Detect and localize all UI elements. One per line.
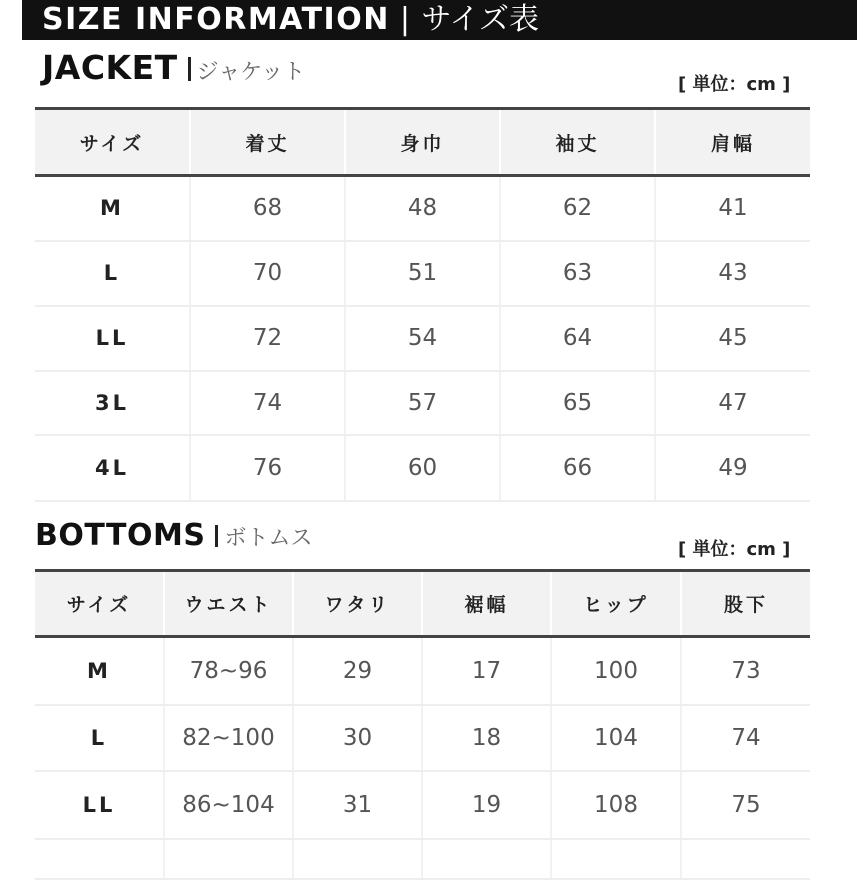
table-cell: 31 [293,771,422,839]
jacket-title: JACKET [42,48,178,87]
table-cell-empty [293,839,422,879]
jacket-header-cell: 肩幅 [655,109,810,176]
size-label-cell: 4L [35,435,190,501]
table-cell: 82~100 [164,705,293,771]
bottoms-header-cell: 股下 [681,571,810,637]
table-cell: 41 [655,176,810,241]
jacket-subtitle: ジャケット [196,60,306,85]
table-row [35,637,810,705]
table-cell-empty [551,839,681,879]
table-cell: 74 [190,371,345,435]
table-cell: 86~104 [164,771,293,839]
size-label-cell: 3L [35,371,190,435]
table-cell: 19 [422,771,551,839]
table-cell: 47 [655,371,810,435]
jacket-header-cell: サイズ [35,109,190,176]
table-cell: 29 [293,637,422,705]
bottoms-title-bar [215,525,218,547]
table-row [35,435,810,501]
table-cell: 43 [655,241,810,306]
bottoms-subtitle: ボトムス [224,526,313,551]
table-cell: 100 [551,637,681,705]
bottoms-header-cell: 裾幅 [422,571,551,637]
table-cell: 60 [345,435,500,501]
table-cell: 68 [190,176,345,241]
jacket-title-bar [188,57,191,81]
table-cell: 73 [681,637,810,705]
table-cell: 76 [190,435,345,501]
bottoms-size-table [35,569,810,880]
table-cell-empty [35,839,164,879]
table-cell: 66 [500,435,655,501]
jacket-heading [42,48,305,87]
table-row [35,371,810,435]
table-row [35,241,810,306]
table-cell-empty [681,839,810,879]
jacket-size-table [35,107,810,502]
size-label-cell: LL [35,306,190,371]
table-cell-empty [422,839,551,879]
size-label-cell: L [35,241,190,306]
bottoms-unit-label: [ 単位：cm ] [678,539,791,560]
jacket-unit-label: [ 単位：cm ] [678,74,791,95]
jacket-header-row [35,109,810,176]
bottoms-heading [35,518,312,553]
table-row [35,176,810,241]
banner-subtitle: サイズ表 [421,2,540,37]
table-cell: 63 [500,241,655,306]
table-cell: 17 [422,637,551,705]
size-label-cell: M [35,176,190,241]
table-cell: 45 [655,306,810,371]
banner-title-line [42,0,539,38]
table-cell: 48 [345,176,500,241]
size-label-cell: L [35,705,164,771]
table-cell: 78~96 [164,637,293,705]
bottoms-header-cell: サイズ [35,571,164,637]
table-cell: 54 [345,306,500,371]
table-cell: 75 [681,771,810,839]
size-label-cell: LL [35,771,164,839]
bottoms-title: BOTTOMS [35,518,206,553]
banner-separator: | [399,2,412,37]
jacket-header-cell: 着丈 [190,109,345,176]
table-cell: 51 [345,241,500,306]
table-cell: 104 [551,705,681,771]
table-cell: 65 [500,371,655,435]
table-cell: 108 [551,771,681,839]
table-row-partial [35,839,810,879]
bottoms-header-cell: ヒップ [551,571,681,637]
table-cell-empty [164,839,293,879]
jacket-header-cell: 袖丈 [500,109,655,176]
bottoms-header-row [35,571,810,637]
table-cell: 72 [190,306,345,371]
table-cell: 18 [422,705,551,771]
size-label-cell: M [35,637,164,705]
table-cell: 64 [500,306,655,371]
bottoms-header-cell: ワタリ [293,571,422,637]
table-row [35,705,810,771]
banner-title: SIZE INFORMATION [42,2,390,37]
jacket-header-cell: 身巾 [345,109,500,176]
table-cell: 70 [190,241,345,306]
bottoms-header-cell: ウエスト [164,571,293,637]
table-row [35,771,810,839]
table-row [35,306,810,371]
table-cell: 62 [500,176,655,241]
size-info-banner [22,0,857,40]
table-cell: 74 [681,705,810,771]
table-cell: 57 [345,371,500,435]
table-cell: 30 [293,705,422,771]
table-cell: 49 [655,435,810,501]
